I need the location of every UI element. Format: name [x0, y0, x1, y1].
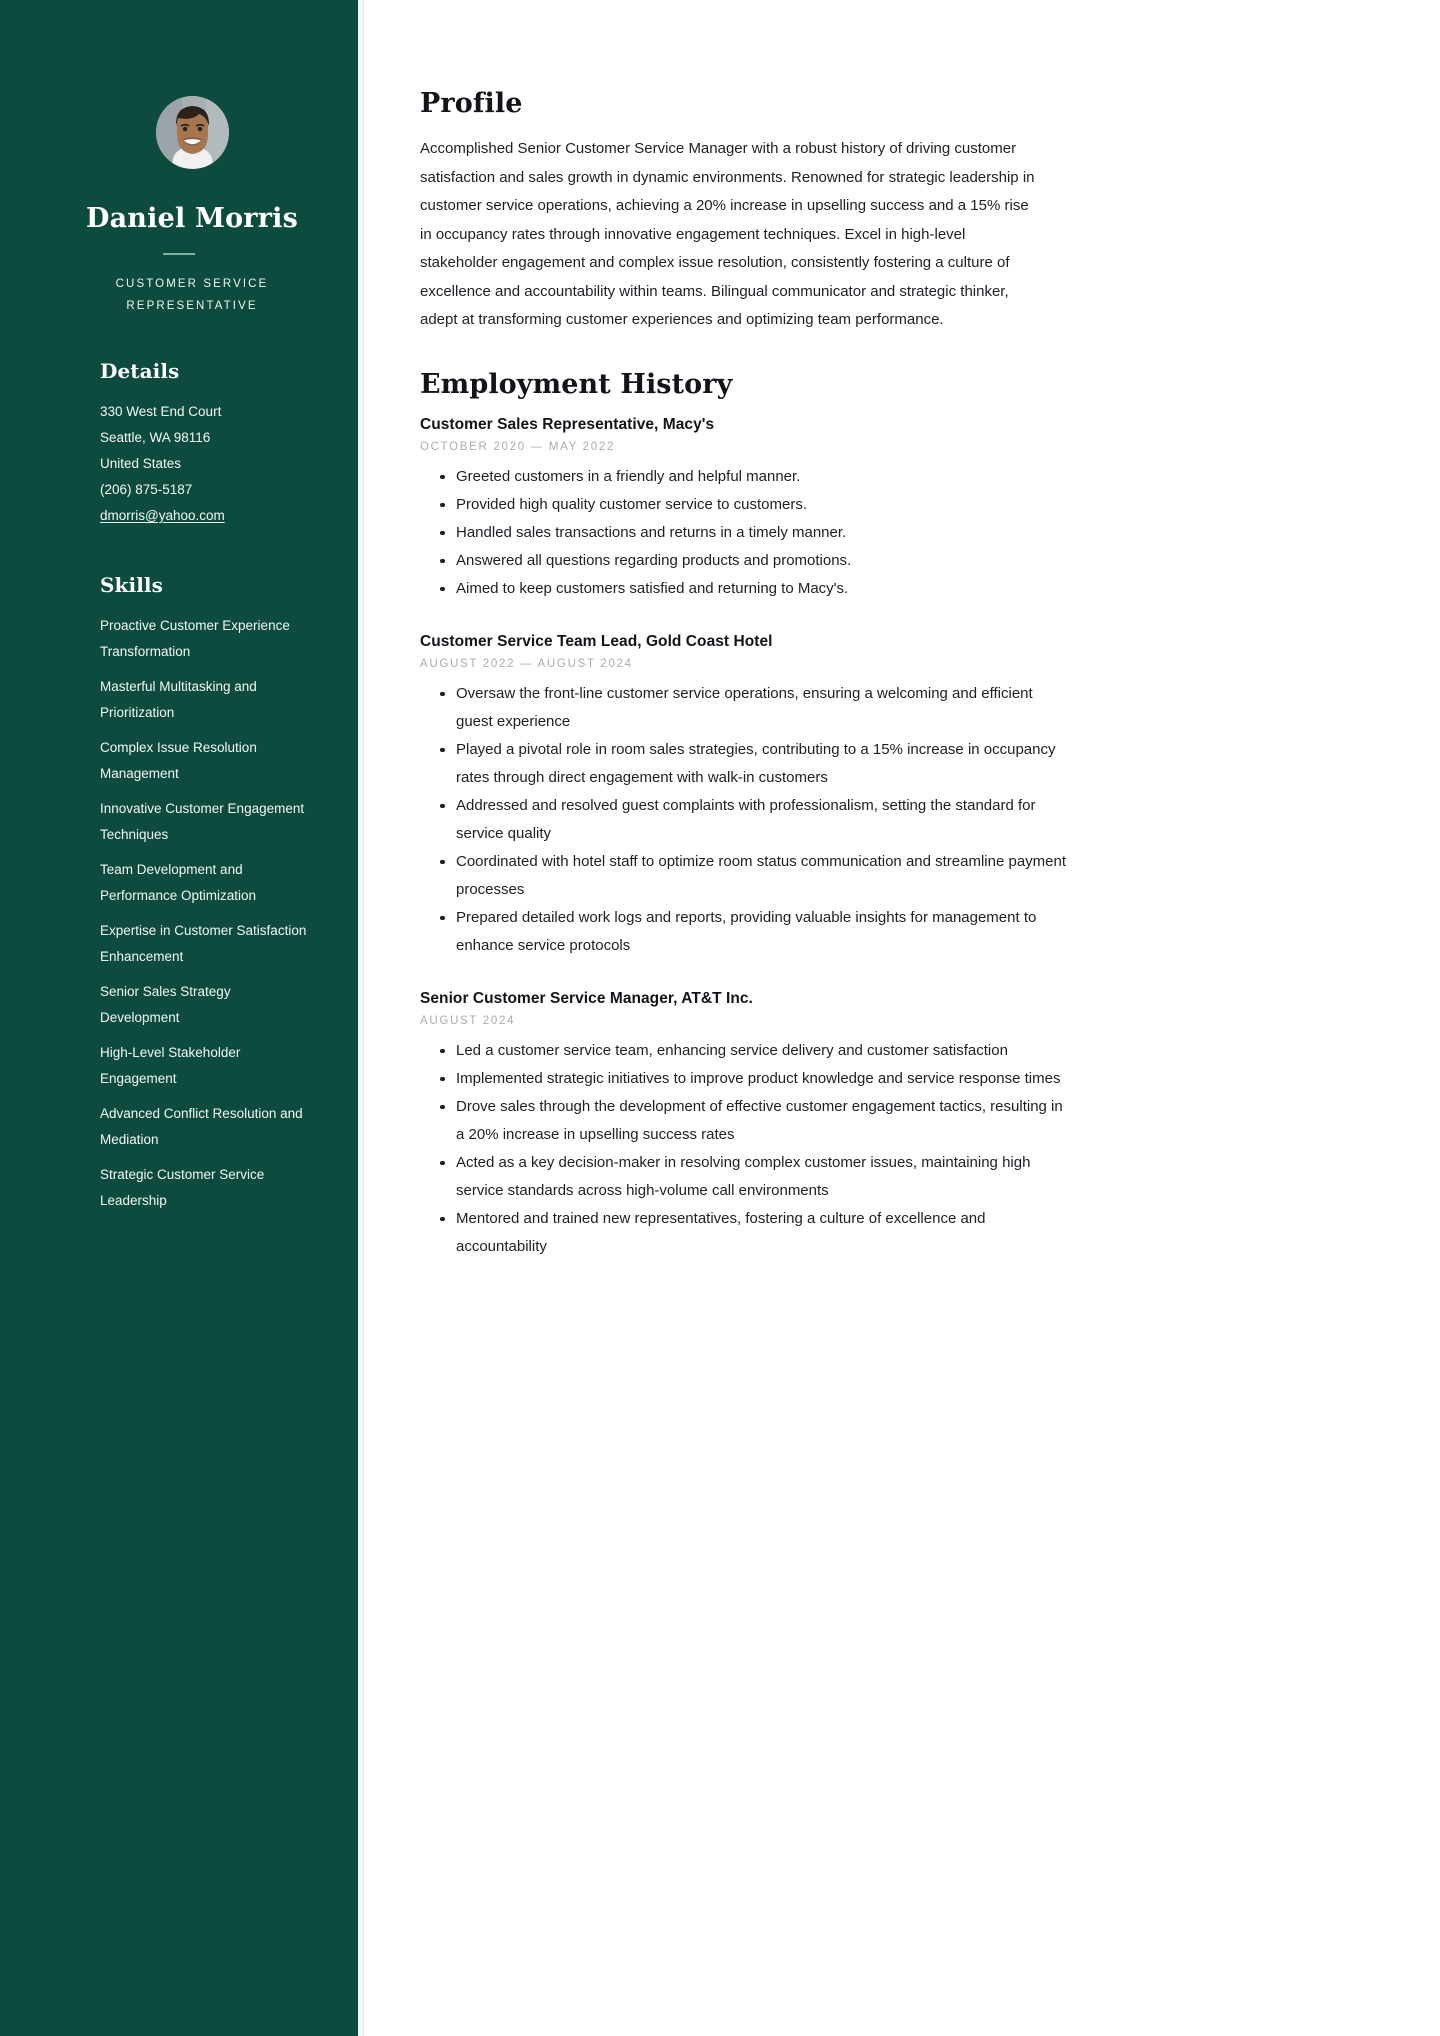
- job-bullet: Prepared detailed work logs and reports, providing valuable insights for management to enhance service protocols: [420, 904, 1072, 960]
- job-bullet: Provided high quality customer service to customers.: [420, 491, 1072, 519]
- skill-item: Advanced Conflict Resolution and Mediation: [100, 1106, 303, 1147]
- profile-section: [420, 88, 1376, 335]
- job-bullet: Mentored and trained new representatives, fostering a culture of excellence and accountability: [420, 1205, 1072, 1261]
- job-bullet: Handled sales transactions and returns in a timely manner.: [420, 519, 1072, 547]
- job-bullet: Drove sales through the development of effective customer engagement tactics, resulting in a 20% increase in upselling success rates: [420, 1093, 1072, 1149]
- name-divider: [163, 253, 195, 255]
- skill-item: Masterful Multitasking and Prioritization: [100, 679, 257, 720]
- job-bullet: Oversaw the front-line customer service operations, ensuring a welcoming and efficient guest experience: [420, 680, 1072, 736]
- job-bullet: Greeted customers in a friendly and helpful manner.: [420, 463, 1072, 491]
- skill-item: Innovative Customer Engagement Techniques: [100, 801, 305, 842]
- job-bullet: Coordinated with hotel staff to optimize room status communication and streamline payment processes: [420, 848, 1072, 904]
- detail-address-line-2: Seattle, WA 98116: [100, 430, 211, 445]
- details-section: [100, 359, 310, 529]
- skill-item: High-Level Stakeholder Engagement: [100, 1045, 241, 1086]
- detail-address-line-1: 330 West End Court: [100, 404, 222, 419]
- profile-photo-icon: [156, 96, 229, 169]
- job-title: Senior Customer Service Manager, AT&T Inc.: [420, 989, 753, 1007]
- job-bullet-list: [420, 463, 1376, 603]
- skill-item: Team Development and Performance Optimization: [100, 862, 257, 903]
- detail-email-link[interactable]: dmorris@yahoo.com: [100, 508, 225, 523]
- candidate-name: Daniel Morris: [85, 203, 299, 234]
- job-bullet: Acted as a key decision-maker in resolving complex customer issues, maintaining high service standards across high-volume call environments: [420, 1149, 1072, 1205]
- job-bullet-list: [420, 1037, 1376, 1261]
- job-entry: [420, 633, 1376, 960]
- job-dates: AUGUST 2022 — AUGUST 2024: [420, 657, 633, 670]
- job-dates: OCTOBER 2020 — MAY 2022: [420, 440, 616, 453]
- skill-item: Complex Issue Resolution Management: [100, 740, 257, 781]
- skill-item: Senior Sales Strategy Development: [100, 984, 231, 1025]
- candidate-job-title: CUSTOMER SERVICE REPRESENTATIVE: [115, 278, 269, 312]
- employment-section: [420, 369, 1376, 1261]
- job-bullet: Led a customer service team, enhancing service delivery and customer satisfaction: [420, 1037, 1072, 1065]
- job-bullet: Played a pivotal role in room sales strategies, contributing to a 15% increase in occupancy rates through direct engagement with walk-in customers: [420, 736, 1072, 792]
- skill-item: Strategic Customer Service Leadership: [100, 1167, 265, 1208]
- job-title: Customer Service Team Lead, Gold Coast Hotel: [420, 632, 773, 650]
- detail-country: United States: [100, 456, 182, 471]
- job-bullet: Answered all questions regarding products and promotions.: [420, 547, 1072, 575]
- details-heading: Details: [100, 359, 180, 383]
- skills-heading: Skills: [100, 573, 163, 597]
- main-content: [364, 0, 1440, 2036]
- profile-text: Accomplished Senior Customer Service Manager with a robust history of driving customer satisfaction and sales growth in dynamic environments. Renowned for strategic leadership in customer service operations, achieving a 20% increase in upselling success and a 15% rise in occupancy rates through innovative engagement techniques. Excel in high-level stakeholder engagement and complex issue resolution, consistently fostering a culture of excellence and accountability within teams. Bilingual communicator and strategic thinker, adept at transforming customer experiences and optimizing team performance.: [420, 140, 1035, 328]
- skill-item: Proactive Customer Experience Transformation: [100, 618, 290, 659]
- avatar-wrapper: [74, 96, 310, 169]
- job-bullet: Addressed and resolved guest complaints with professionalism, setting the standard for service quality: [420, 792, 1072, 848]
- profile-heading: Profile: [420, 88, 523, 119]
- sidebar: [0, 0, 358, 2036]
- job-bullet: Implemented strategic initiatives to improve product knowledge and service response times: [420, 1065, 1072, 1093]
- section-spacer: [420, 335, 1376, 369]
- detail-phone: (206) 875-5187: [100, 482, 193, 497]
- avatar: [156, 96, 229, 169]
- skills-section: [100, 573, 310, 1214]
- job-bullet-list: [420, 680, 1376, 960]
- job-title: Customer Sales Representative, Macy's: [420, 415, 715, 433]
- skill-item: Expertise in Customer Satisfaction Enhancement: [100, 923, 307, 964]
- job-entry: [420, 990, 1376, 1261]
- job-dates: AUGUST 2024: [420, 1014, 516, 1027]
- job-entry: [420, 416, 1376, 603]
- employment-heading: Employment History: [420, 368, 733, 400]
- job-bullet: Aimed to keep customers satisfied and returning to Macy's.: [420, 575, 1072, 603]
